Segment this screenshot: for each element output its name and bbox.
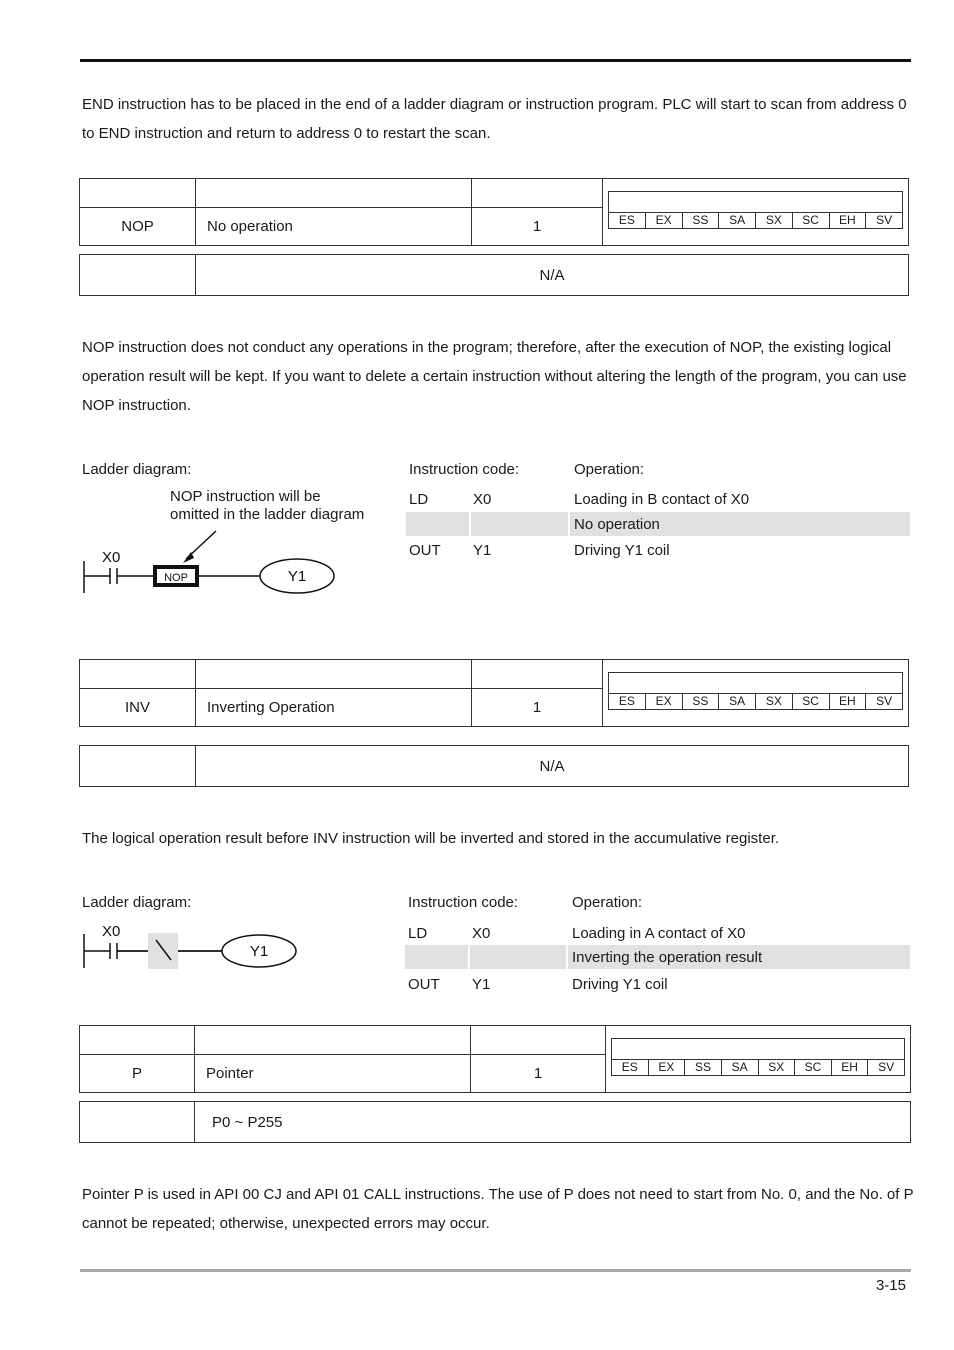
nop-model-box <box>603 179 909 246</box>
nop-code-desc-0: Loading in B contact of X0 <box>574 491 750 508</box>
nop-code-desc-2: Driving Y1 coil <box>574 542 670 559</box>
inv-code-header: Instruction code: <box>408 894 519 911</box>
end-paragraph: END instruction has to be placed in the end of a ladder diagram or instruction program. PLC will start to scan from address 0 to END instruction and return to address 0 to restart the scan. <box>82 96 907 142</box>
nop-op-header: Operation: <box>574 461 645 478</box>
inv-code-op-0: LD <box>408 925 428 942</box>
inv-operand-table <box>79 745 909 787</box>
inv-model-box <box>603 660 909 727</box>
p-operand: P0 ~ P255 <box>195 1102 911 1143</box>
nop-model-list: ES EX SS SA SX SC EH SV <box>609 213 902 228</box>
inv-model-list: ES EX SS SA SX SC EH SV <box>609 694 902 709</box>
nop-explanation: NOP instruction does not conduct any operations in the program; therefore, after the execution of NOP, the existing logical operation result will be kept. If you want to delete a certain instruction without altering the length of the program, you can use NOP instruction. <box>82 339 907 414</box>
inv-code-op-2: OUT <box>408 976 440 993</box>
nop-ladder-label: Ladder diagram: <box>82 461 192 478</box>
bottom-rule <box>80 1269 911 1272</box>
top-rule <box>80 59 911 62</box>
nop-code-desc-1: No operation <box>574 516 660 533</box>
inv-code-desc-0: Loading in A contact of X0 <box>572 925 746 942</box>
p-operand-table <box>79 1101 911 1143</box>
inv-code-desc-1: Inverting the operation result <box>572 949 763 966</box>
inv-op-header: Operation: <box>572 894 643 911</box>
nop-operand: N/A <box>196 255 909 296</box>
p-steps: 1 <box>471 1055 606 1093</box>
nop-code-arg-0: X0 <box>473 491 492 508</box>
p-instruction-table <box>79 1025 911 1093</box>
inv-function: Inverting Operation <box>196 689 472 727</box>
inv-code-arg-2: Y1 <box>472 976 491 993</box>
inv-coil-label: Y1 <box>249 943 269 960</box>
p-function: Pointer <box>195 1055 471 1093</box>
p-explanation: Pointer P is used in API 00 CJ and API 01 CALL instructions. The use of P does not need to start from No. 0, and the No. of P cannot be repeated; otherwise, unexpected errors may occur. <box>82 1186 914 1232</box>
inv-instruction-table <box>79 659 909 727</box>
p-model-list: ES EX SS SA SX SC EH SV <box>612 1060 904 1075</box>
inv-steps: 1 <box>472 689 603 727</box>
p-mnemonic: P <box>80 1055 195 1093</box>
nop-code-header: Instruction code: <box>409 461 520 478</box>
nop-contact-label: X0 <box>102 549 121 566</box>
nop-coil-label: Y1 <box>287 568 307 585</box>
inv-code-desc-2: Driving Y1 coil <box>572 976 668 993</box>
nop-box-label: NOP <box>164 572 188 584</box>
inv-ladder-diagram <box>80 918 310 973</box>
inv-mnemonic: INV <box>80 689 196 727</box>
nop-code-op-2: OUT <box>409 542 441 559</box>
nop-mnemonic: NOP <box>80 208 196 246</box>
inv-code-arg-0: X0 <box>472 925 491 942</box>
nop-steps: 1 <box>472 208 603 246</box>
nop-operand-table <box>79 254 909 296</box>
nop-ladder-diagram <box>80 525 350 600</box>
inv-ladder-label: Ladder diagram: <box>82 894 192 911</box>
nop-code-arg-2: Y1 <box>473 542 492 559</box>
nop-function: No operation <box>196 208 472 246</box>
nop-instruction-table <box>79 178 909 246</box>
page-number: 3-15 <box>875 1277 906 1294</box>
inv-contact-label: X0 <box>102 923 121 940</box>
nop-annotation: NOP instruction will be omitted in the ladder diagram <box>170 488 365 523</box>
inv-operand: N/A <box>196 746 909 787</box>
nop-code-op-0: LD <box>409 491 429 508</box>
p-model-box <box>606 1026 911 1093</box>
inv-explanation: The logical operation result before INV instruction will be inverted and stored in the accumulative register. <box>82 830 780 847</box>
